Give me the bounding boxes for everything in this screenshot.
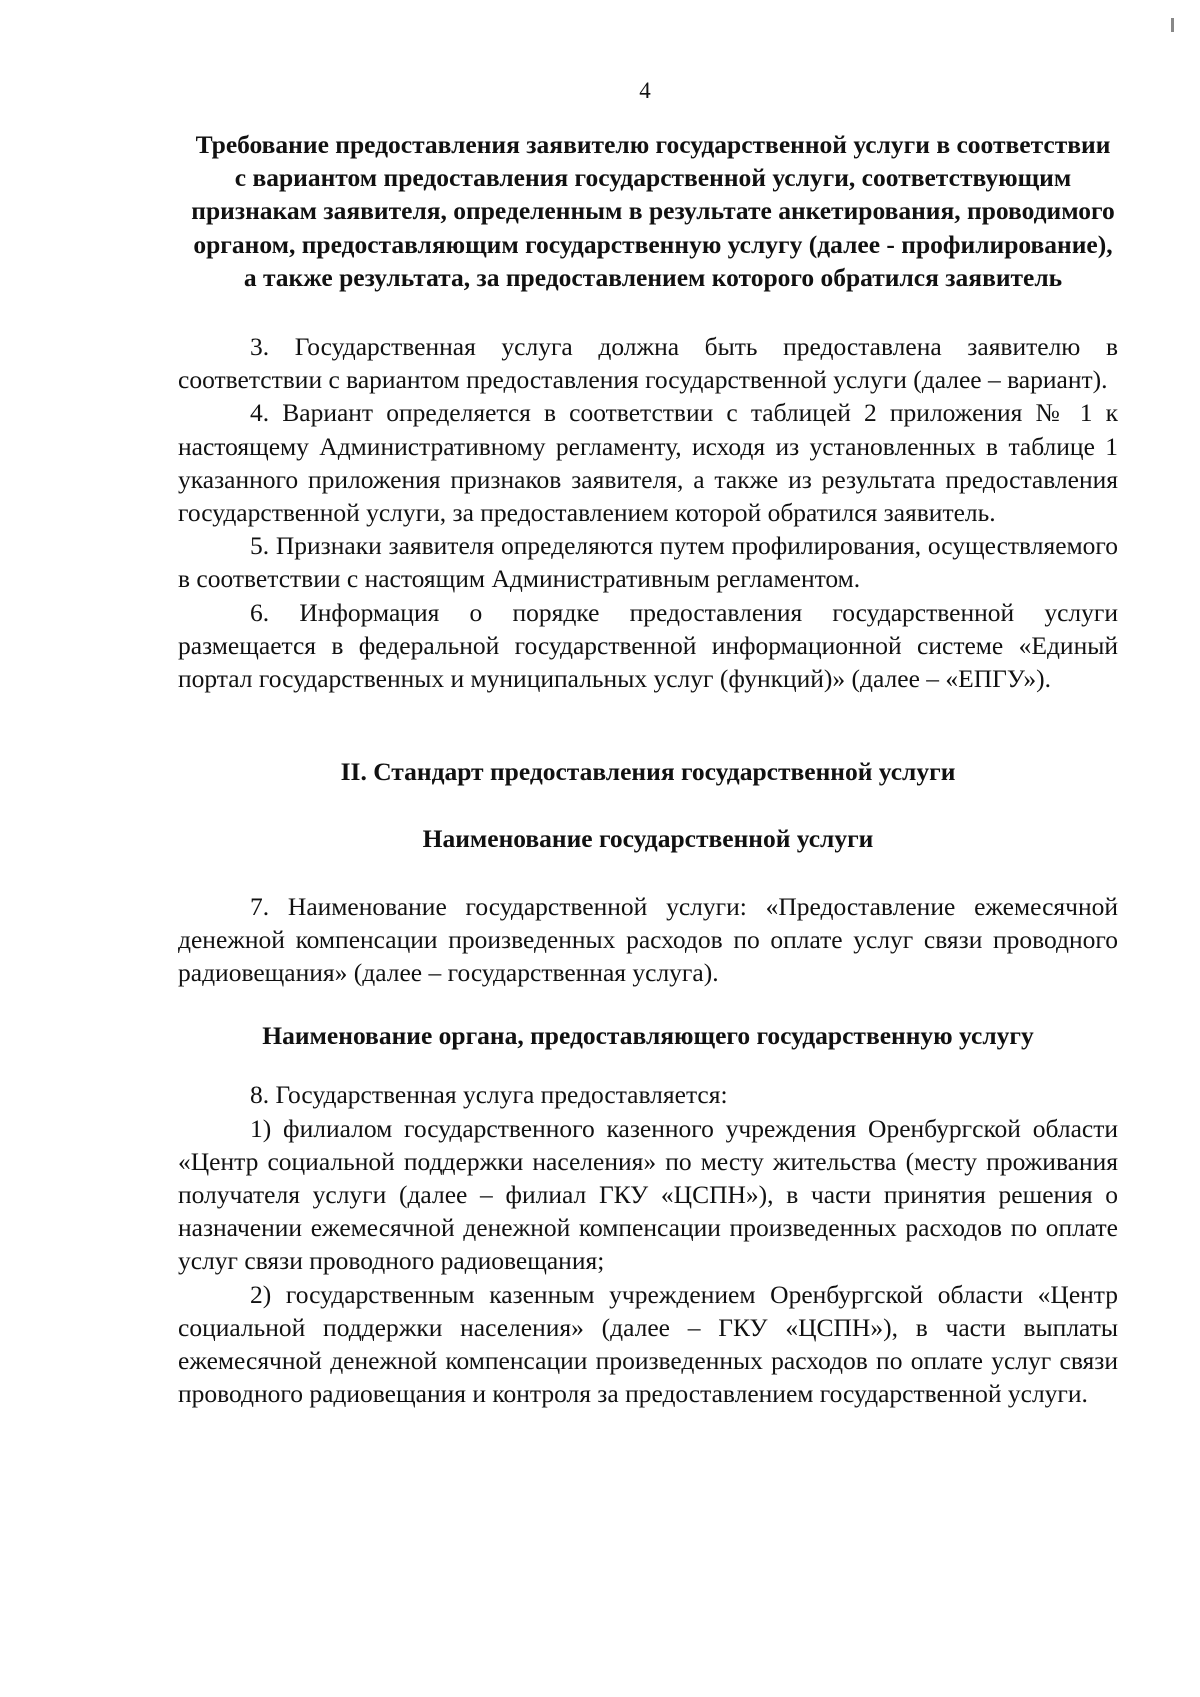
section-heading-providing-body: Наименование органа, предоставляющего государственную услугу — [262, 1021, 1034, 1051]
paragraph-8: 8. Государственная услуга предоставляется: — [250, 1080, 728, 1110]
section-heading-standard: II. Стандарт предоставления государственной услуги — [340, 757, 956, 787]
page-number: 4 — [639, 78, 651, 103]
section-heading-variant-requirement: Требование предоставления заявителю государственной услуги в соответствии с вариантом предоставления государственной услуги, соответствующим признакам заявителя, определенным в результате анкетирования, проводимого органом, предоставляющим государственную услугу (далее - профилирование), а также результата, за предоставлением которого обратился заявитель — [191, 130, 1115, 292]
paragraph-7: 7. Наименование государственной услуги: «Предоставление ежемесячной денежной компенсации произведенных расходов по оплате услуг связи проводного радиовещания» (далее – государственная услуга). — [178, 891, 1118, 988]
paragraph-3: 3. Государственная услуга должна быть предоставлена заявителю в соответствии с вариантом предоставления государственной услуги (далее – вариант). — [178, 332, 1118, 395]
scan-mark — [1171, 18, 1174, 32]
paragraph-8-2: 2) государственным казенным учреждением Оренбургской области «Центр социальной поддержки населения» (далее – ГКУ «ЦСПН»), в части выплаты ежемесячной денежной компенсации произведенных расходов по оплате услуг связи проводного радиовещания и контроля за предоставлением государственной услуги. — [178, 1279, 1118, 1409]
paragraph-4: 4. Вариант определяется в соответствии с таблицей 2 приложения № 1 к настоящему Административному регламенту, исходя из установленных в таблице 1 указанного приложения признаков заявителя, а также из результата предоставления государственной услуги, за предоставлением которой обратился заявитель. — [178, 398, 1118, 528]
section-heading-service-name: Наименование государственной услуги — [422, 824, 874, 854]
document-body — [178, 128, 1118, 1411]
paragraph-5: 5. Признаки заявителя определяются путем профилирования, осуществляемого в соответствии с настоящим Административным регламентом. — [178, 531, 1118, 594]
paragraph-8-1: 1) филиалом государственного казенного учреждения Оренбургской области «Центр социальной поддержки населения» по месту жительства (месту проживания получателя услуги (далее – филиал ГКУ «ЦСПН»), в части принятия решения о назначении ежемесячной денежной компенсации произведенных расходов по оплате услуг связи проводного радиовещания; — [178, 1113, 1118, 1276]
paragraph-6: 6. Информация о порядке предоставления государственной услуги размещается в федеральной государственной информационной системе «Единый портал государственных и муниципальных услуг (функций)» (далее – «ЕПГУ»). — [178, 597, 1118, 694]
